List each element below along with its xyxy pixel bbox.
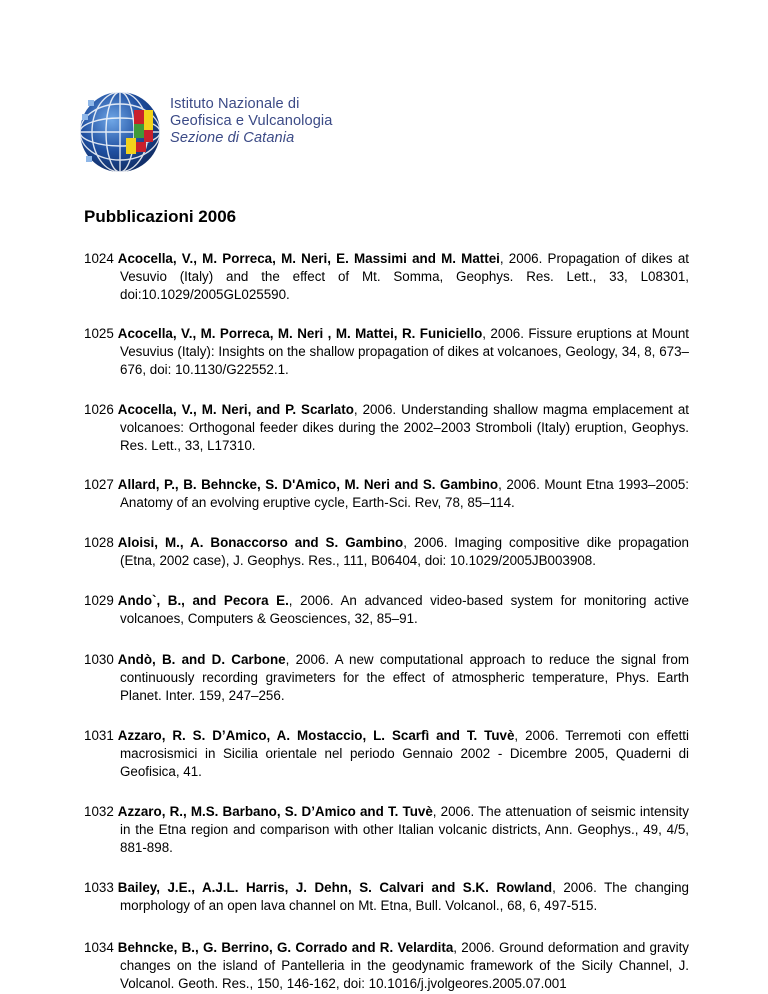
publication-entry: 1028 Aloisi, M., A. Bonaccorso and S. Gambino, 2006. Imaging compositive dike propagation (Etna, 2002 case), J. Geophys. Res., 111, B06404, doi: 10.1029/2005JB003908.: [84, 535, 690, 568]
publication-entry: 1033 Bailey, J.E., A.J.L. Harris, J. Dehn, S. Calvari and S.K. Rowland, 2006. The changing morphology of an open lava channel on Mt. Etna, Bull. Volcanol., 68, 6, 497-515.: [84, 880, 689, 913]
institute-name-line-1: Istituto Nazionale di: [170, 96, 300, 112]
institute-logo: [78, 86, 378, 178]
publication-entry: 1034 Behncke, B., G. Berrino, G. Corrado and R. Velardita, 2006. Ground deformation and gravity changes on the island of Pantelleria in the geodynamic framework of the Sicily Channel, J. Volcanol. Geoth. Res., 150, 146-162, doi: 10.1016/j.jvolgeores.2005.07.001: [84, 940, 689, 991]
publication-entry: 1030 Andò, B. and D. Carbone, 2006. A new computational approach to reduce the signal from continuously recording gravimeters for the effect of atmospheric temperature, Phys. Earth Planet. Inter. 159, 247–256.: [84, 652, 689, 703]
publication-entry: 1032 Azzaro, R., M.S. Barbano, S. D’Amico and T. Tuvè, 2006. The attenuation of seismic intensity in the Etna region and comparison with other Italian volcanic districts, Ann. Geophys., 49, 4/5, 881-898.: [84, 804, 689, 855]
publication-entry: 1029 Ando`, B., and Pecora E., 2006. An advanced video-based system for monitoring active volcanoes, Computers & Geosciences, 32, 85–91.: [84, 593, 689, 626]
institute-name: [170, 96, 333, 147]
publication-entry: 1031 Azzaro, R. S. D’Amico, A. Mostaccio, L. Scarfì and T. Tuvè, 2006. Terremoti con effetti macrosismici in Sicilia orientale nel periodo Gennaio 2002 - Dicembre 2005, Quaderni di Geofisica, 41.: [84, 728, 690, 779]
globe-icon: [78, 86, 164, 178]
publication-entry: 1025 Acocella, V., M. Porreca, M. Neri , M. Mattei, R. Funiciello, 2006. Fissure eruptions at Mount Vesuvius (Italy): Insights on the shallow propagation of dikes at volcanoes, Geology, 34, 8, 673–676, doi: 10.1130/G22552.1.: [84, 326, 690, 377]
page-title: Pubblicazioni 2006: [84, 207, 237, 226]
institute-name-line-2: Geofisica e Vulcanologia: [170, 113, 333, 129]
publication-entry: 1024 Acocella, V., M. Porreca, M. Neri, E. Massimi and M. Mattei, 2006. Propagation of dikes at Vesuvio (Italy) and the effect of Mt. Somma, Geophys. Res. Lett., 33, L08301, doi:10.1029/2005GL025590.: [84, 251, 689, 302]
institute-section: Sezione di Catania: [170, 130, 295, 146]
publication-entry: 1027 Allard, P., B. Behncke, S. D'Amico, M. Neri and S. Gambino, 2006. Mount Etna 1993–2005: Anatomy of an evolving eruptive cycle, Earth-Sci. Rev, 78, 85–114.: [84, 477, 690, 510]
publication-entry: 1026 Acocella, V., M. Neri, and P. Scarlato, 2006. Understanding shallow magma emplacement at volcanoes: Orthogonal feeder dikes during the 2002–2003 Stromboli (Italy) eruption, Geophys. Res. Lett., 33, L17310.: [84, 402, 690, 453]
